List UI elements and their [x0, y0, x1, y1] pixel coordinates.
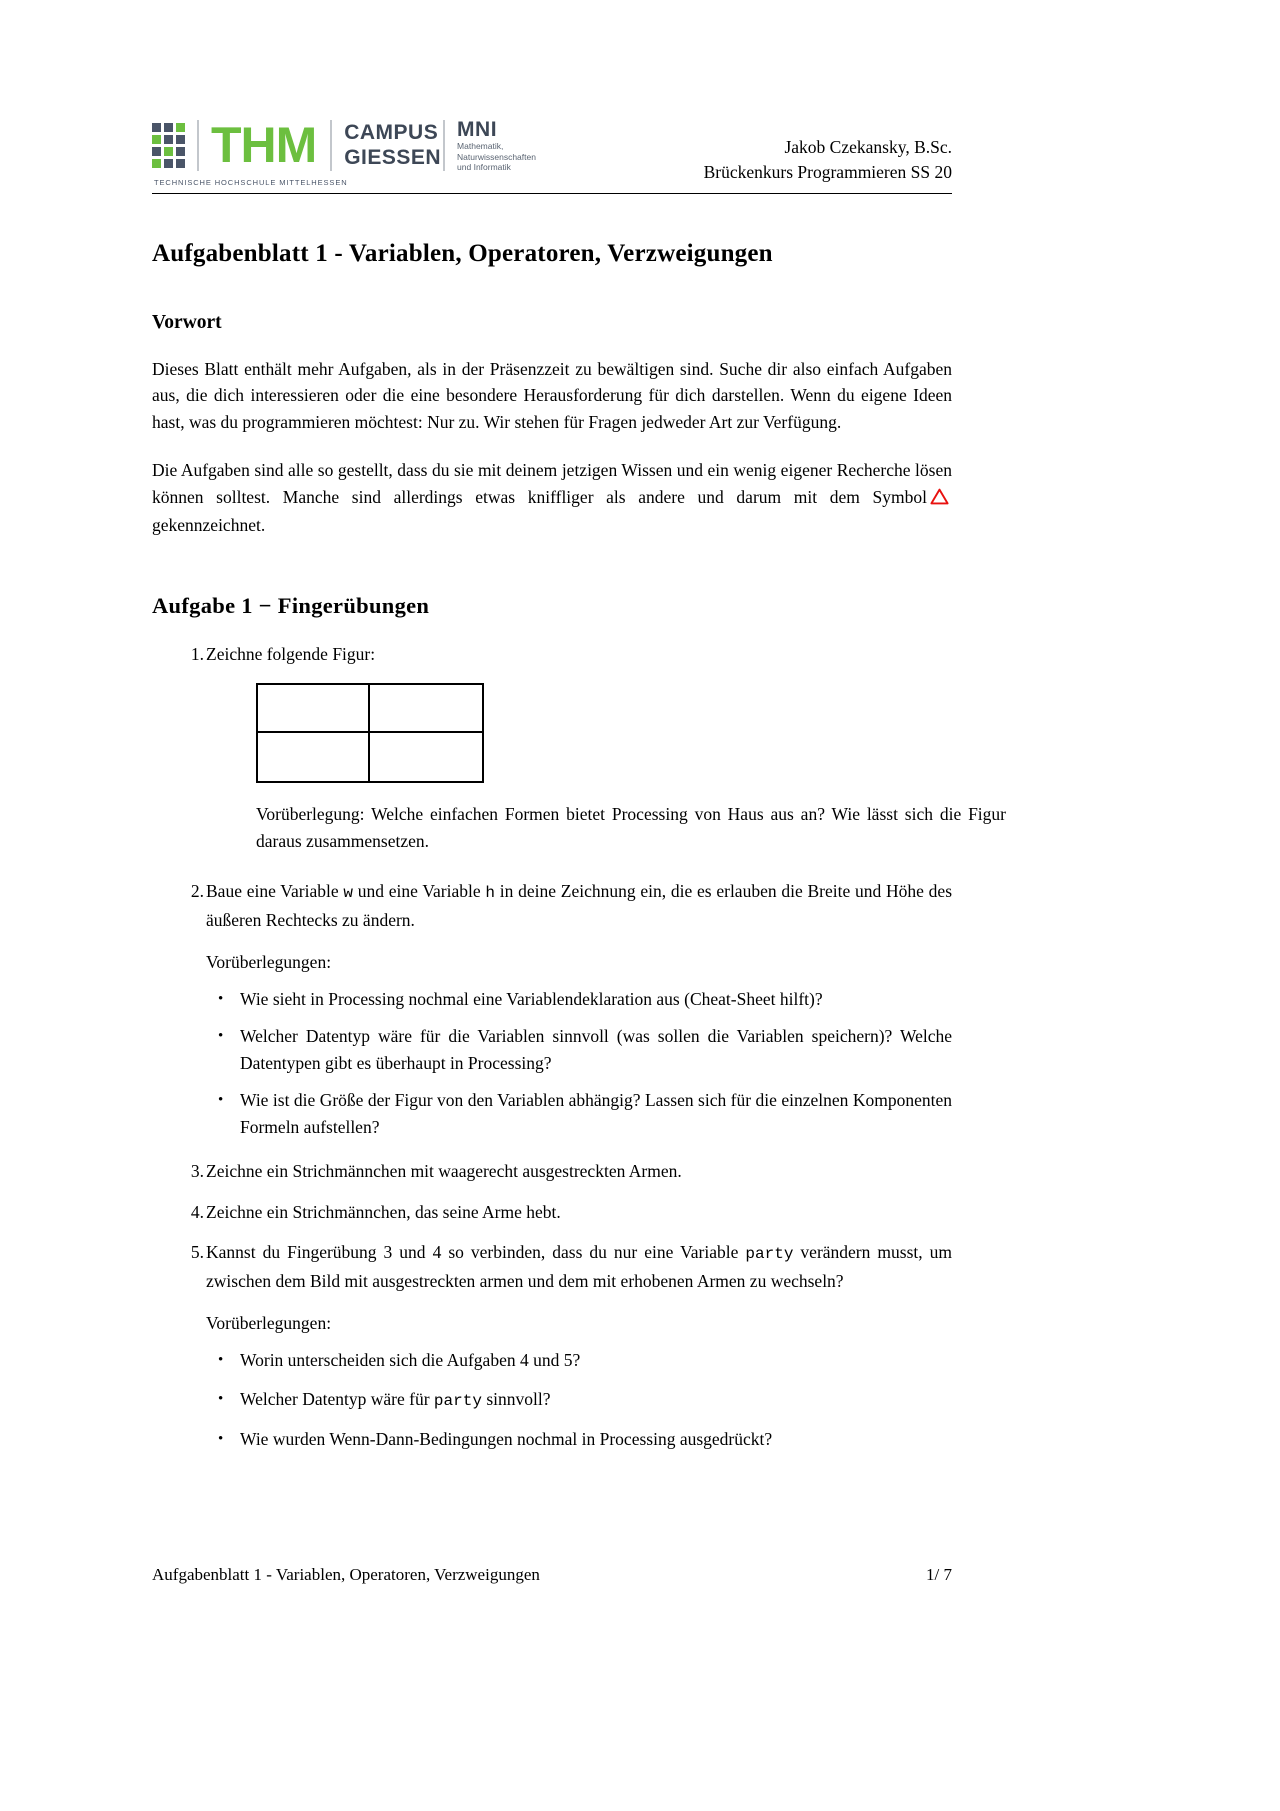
task-item-1 — [152, 641, 1006, 855]
footer-page-number: 1/ 7 — [926, 1565, 952, 1584]
task-list — [152, 641, 1006, 1455]
task-number-5: 5. — [190, 1242, 204, 1262]
task-5-b2-code: party — [433, 1392, 482, 1410]
task-2-sublabel: Vorüberlegungen: — [206, 952, 332, 972]
thm-dots-icon — [152, 123, 185, 168]
logo-campus-line1: CAMPUS — [344, 121, 439, 145]
figure-cell-bottom-right — [370, 733, 482, 781]
page-footer — [152, 1565, 952, 1585]
task-5-b1-before: Worin unterscheiden sich die Aufgaben 4 und 5? — [240, 1349, 581, 1370]
logo-divider-2 — [330, 120, 332, 171]
logo-mni-sub-line1: Mathematik, Naturwissenschaften — [457, 141, 536, 162]
logo-campus-line2: GIESSEN — [344, 146, 442, 170]
task-number-2: 2. — [190, 881, 204, 901]
task-item-2 — [152, 878, 952, 1140]
header-author: Jakob Czekansky, B.Sc. — [784, 136, 952, 157]
logo-divider-1 — [197, 120, 199, 171]
task-5-bullet-1 — [206, 1347, 952, 1376]
task-1-caption: Vorüberlegung: Welche einfachen Formen bietet Processing von Haus aus an? Wie lässt sich die Figur daraus zusammensetzen. — [256, 804, 1006, 851]
page-header — [152, 0, 952, 187]
task-number-4: 4. — [190, 1201, 204, 1222]
thm-logo — [152, 118, 582, 187]
task-2-bullets — [206, 986, 952, 1141]
task-5-code-party: party — [745, 1245, 794, 1263]
task-text-2 — [206, 881, 952, 930]
task-text-4: Zeichne ein Strichmännchen, das seine Arme hebt. — [206, 1201, 561, 1222]
page-title: Aufgabenblatt 1 - Variablen, Operatoren, Verzweigungen — [152, 239, 773, 267]
task-5-b2-before: Welcher Datentyp wäre für — [240, 1389, 434, 1409]
preface-paragraph-2 — [152, 457, 952, 539]
task-text-1: Zeichne folgende Figur: — [206, 643, 376, 664]
task-2-bullet-3: • Wie ist die Größe der Figur von den Variablen abhängig? Lassen sich für die einzelnen Komponenten Formeln aufstellen? — [206, 1087, 952, 1140]
header-rule — [152, 193, 952, 194]
page-content — [152, 0, 1006, 1454]
task-5-before: Kannst du Fingerübung 3 und 4 so verbinden, dass du nur eine Variable — [206, 1242, 746, 1262]
task-item-4 — [152, 1199, 952, 1226]
section-heading-vorwort: Vorwort — [152, 311, 222, 333]
task-text-3: Zeichne ein Strichmännchen mit waagerecht ausgestreckten Armen. — [206, 1161, 682, 1181]
preface-paragraph-1: Dieses Blatt enthält mehr Aufgaben, als in der Präsenzzeit zu bewältigen sind. Suche dir also einfach Aufgaben aus, die dich interessieren oder die eine besondere Herausforderung für dich darstellen. Wenn du eigene Ideen hast, was du programmieren möchtest: Nur zu. Wir stehen für Fragen jedweder Art zur Verfügung. — [152, 358, 952, 432]
preface-p2-before: Die Aufgaben sind alle so gestellt, dass du sie mit deinem jetzigen Wissen und ein wenig eigener Recherche lösen können solltest. Manche sind allerdings etwas kniffliger als andere und darum mit dem Symbol — [152, 460, 952, 507]
task-2-bullet-2: • Welcher Datentyp wäre für die Variablen sinnvoll (was sollen die Variablen speichern)? Welche Datentypen gibt es überhaupt in Processing? — [206, 1023, 952, 1076]
figure-grid-2x2 — [256, 683, 484, 783]
task-2-bullet-1: • Wie sieht in Processing nochmal eine Variablendeklaration aus (Cheat-Sheet hilft)? — [206, 986, 952, 1013]
logo-main-row — [152, 118, 582, 173]
preface-p2-after: gekennzeichnet. — [152, 515, 266, 535]
task-item-3 — [152, 1158, 952, 1185]
logo-mni-sub-line2: und Informatik — [457, 162, 511, 172]
figure-cell-top-right — [370, 685, 482, 733]
figure-cell-top-left — [258, 685, 370, 733]
task-5-b3-before: Wie wurden Wenn-Dann-Bedingungen nochmal in Processing ausgedrückt? — [240, 1428, 773, 1449]
section-heading-aufgabe-1: Aufgabe 1 − Fingerübungen — [152, 592, 430, 618]
logo-thm-text: THM — [210, 117, 317, 174]
task-5-sublabel: Vorüberlegungen: — [206, 1313, 332, 1333]
warning-triangle-icon — [930, 486, 949, 513]
task-2-part-1: Baue eine Variable — [206, 881, 344, 901]
task-number-1: 1. — [190, 643, 204, 664]
task-2-part-5: in deine Zeichnung ein, die es erlauben die Breite und Höhe des äußeren Rechtecks zu ändern. — [206, 881, 952, 930]
task-number-3: 3. — [190, 1161, 204, 1181]
task-2-code-h: h — [485, 884, 495, 902]
logo-divider-3 — [443, 120, 445, 171]
figure-cell-bottom-left — [258, 733, 370, 781]
task-2-part-3: und eine Variable — [352, 881, 486, 901]
task-text-5 — [206, 1242, 952, 1291]
task-item-5 — [152, 1239, 952, 1454]
task-2-code-w: w — [343, 884, 353, 902]
task-5-after: verändern musst, um zwischen dem Bild mit ausgestreckten armen und dem mit erhobenen Armen zu wechseln? — [206, 1242, 952, 1291]
logo-mni-title: MNI — [457, 118, 498, 141]
task-5-b2-after: sinnvoll? — [481, 1389, 551, 1409]
task-5-bullet-2 — [206, 1386, 952, 1415]
logo-campus-block — [344, 120, 441, 170]
logo-mni-block — [457, 118, 582, 173]
task-1-figure — [256, 683, 952, 783]
header-meta — [704, 135, 952, 187]
header-course: Brückenkurs Programmieren SS 20 — [703, 161, 952, 182]
task-5-bullets — [206, 1347, 952, 1455]
logo-institution-name: TECHNISCHE HOCHSCHULE MITTELHESSEN — [154, 177, 348, 187]
task-5-bullet-3 — [206, 1426, 952, 1455]
footer-title: Aufgabenblatt 1 - Variablen, Operatoren, Verzweigungen — [152, 1565, 540, 1584]
